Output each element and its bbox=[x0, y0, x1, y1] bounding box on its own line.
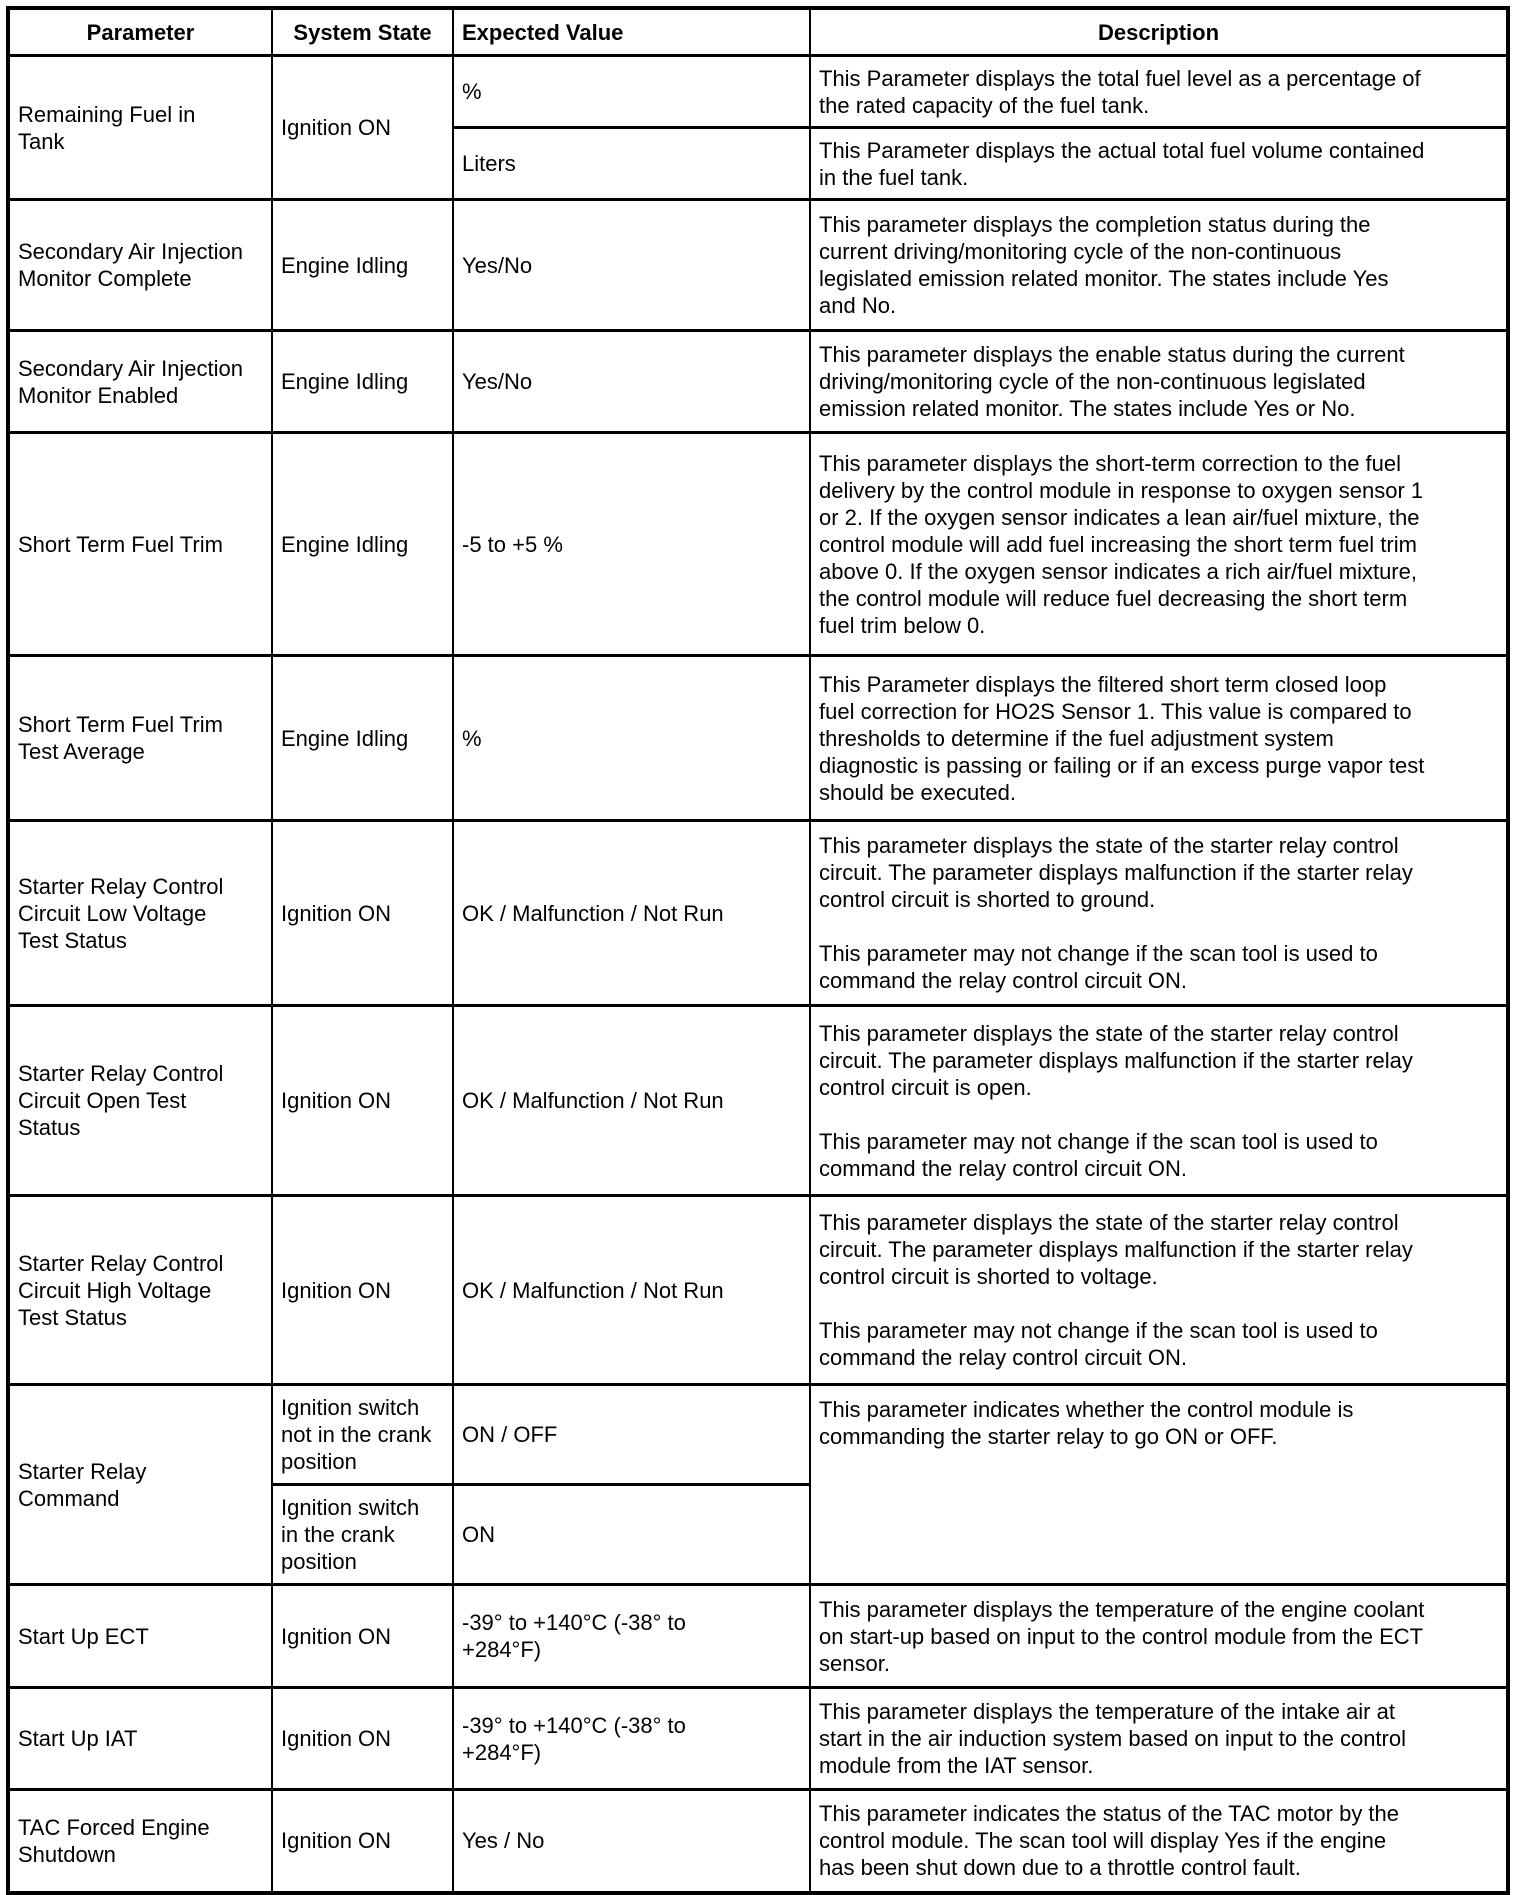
description-paragraph: This parameter may not change if the scan tool is used to command the relay control circuit ON. bbox=[819, 1128, 1378, 1181]
table-row-starter-relay-low-voltage bbox=[8, 821, 1508, 1006]
system-state-cell: Engine Idling bbox=[272, 331, 453, 433]
col-header-expected-value: Expected Value bbox=[453, 8, 810, 56]
expected-value-cell: Yes / No bbox=[453, 1790, 810, 1893]
parameter-cell: Starter Relay Control Circuit Open Test Status bbox=[8, 1006, 272, 1196]
parameter-cell: Remaining Fuel in Tank bbox=[8, 56, 272, 200]
parameter-cell: TAC Forced Engine Shutdown bbox=[8, 1790, 272, 1893]
system-state-cell: Ignition ON bbox=[272, 1006, 453, 1196]
description-paragraph: This parameter displays the state of the starter relay control circuit. The parameter displays malfunction if the starter relay control circuit is shorted to voltage. bbox=[819, 1210, 1413, 1289]
description-paragraph: This parameter may not change if the scan tool is used to command the relay control circuit ON. bbox=[819, 941, 1378, 993]
description-cell: This parameter displays the enable status during the current driving/monitoring cycle of the non-continuous legislated emission related monitor. The states include Yes or No. bbox=[810, 331, 1508, 433]
expected-value-cell: ON bbox=[453, 1485, 810, 1585]
expected-value-cell: Yes/No bbox=[453, 331, 810, 433]
parameter-table bbox=[6, 6, 1510, 1895]
parameter-cell: Starter Relay Control Circuit Low Voltage Test Status bbox=[8, 821, 272, 1006]
description-cell: This parameter displays the temperature of the engine coolant on start-up based on input to the control module from the ECT sensor. bbox=[810, 1585, 1508, 1688]
expected-value-cell: -5 to +5 % bbox=[453, 433, 810, 656]
parameter-cell: Starter Relay Control Circuit High Voltage Test Status bbox=[8, 1196, 272, 1385]
system-state-cell: Ignition ON bbox=[272, 821, 453, 1006]
col-header-parameter: Parameter bbox=[8, 8, 272, 56]
expected-value-cell: % bbox=[453, 56, 810, 128]
description-cell: This parameter displays the short-term correction to the fuel delivery by the control module in response to oxygen sensor 1 or 2. If the oxygen sensor indicates a lean air/fuel mixture, the control module will add fuel increasing the short term fuel trim above 0. If the oxygen sensor indicates a rich air/fuel mixture, the control module will reduce fuel decreasing the short term fuel trim below 0. bbox=[810, 433, 1508, 656]
table-row-start-up-ect bbox=[8, 1585, 1508, 1688]
expected-value-cell: Liters bbox=[453, 128, 810, 200]
description-cell bbox=[810, 1196, 1508, 1385]
description-cell: This parameter indicates whether the control module is commanding the starter relay to go ON or OFF. bbox=[810, 1385, 1508, 1585]
system-state-cell: Engine Idling bbox=[272, 656, 453, 821]
expected-value-cell: -39° to +140°C (-38° to +284°F) bbox=[453, 1688, 810, 1790]
description-cell: This Parameter displays the total fuel level as a percentage of the rated capacity of the fuel tank. bbox=[810, 56, 1508, 128]
table-row-stft-test-average bbox=[8, 656, 1508, 821]
system-state-cell: Engine Idling bbox=[272, 433, 453, 656]
system-state-cell: Ignition switch not in the crank position bbox=[272, 1385, 453, 1485]
col-header-system-state: System State bbox=[272, 8, 453, 56]
table-row-sai-monitor-complete bbox=[8, 200, 1508, 331]
expected-value-cell: Yes/No bbox=[453, 200, 810, 331]
description-paragraph: This parameter displays the state of the starter relay control circuit. The parameter displays malfunction if the starter relay control circuit is open. bbox=[819, 1020, 1413, 1100]
parameter-cell: Starter Relay Command bbox=[8, 1385, 272, 1585]
expected-value-cell: OK / Malfunction / Not Run bbox=[453, 821, 810, 1006]
parameter-cell: Secondary Air Injection Monitor Enabled bbox=[8, 331, 272, 433]
expected-value-cell: % bbox=[453, 656, 810, 821]
expected-value-cell: ON / OFF bbox=[453, 1385, 810, 1485]
parameter-cell: Short Term Fuel Trim Test Average bbox=[8, 656, 272, 821]
parameter-cell: Secondary Air Injection Monitor Complete bbox=[8, 200, 272, 331]
header-row bbox=[8, 8, 1508, 56]
col-header-description: Description bbox=[810, 8, 1508, 56]
table-row-sai-monitor-enabled bbox=[8, 331, 1508, 433]
table-row-starter-relay-open bbox=[8, 1006, 1508, 1196]
table-row-starter-relay-high-voltage bbox=[8, 1196, 1508, 1385]
parameter-cell: Start Up IAT bbox=[8, 1688, 272, 1790]
system-state-cell: Ignition ON bbox=[272, 1196, 453, 1385]
table-row-remaining-fuel-percent bbox=[8, 56, 1508, 128]
expected-value-cell: OK / Malfunction / Not Run bbox=[453, 1196, 810, 1385]
description-cell bbox=[810, 821, 1508, 1006]
system-state-cell: Engine Idling bbox=[272, 200, 453, 331]
system-state-cell: Ignition ON bbox=[272, 56, 453, 200]
system-state-cell: Ignition ON bbox=[272, 1688, 453, 1790]
parameter-cell: Short Term Fuel Trim bbox=[8, 433, 272, 656]
expected-value-cell: -39° to +140°C (-38° to +284°F) bbox=[453, 1585, 810, 1688]
description-paragraph: This parameter displays the state of the starter relay control circuit. The parameter displays malfunction if the starter relay control circuit is shorted to ground. bbox=[819, 833, 1413, 912]
parameter-cell: Start Up ECT bbox=[8, 1585, 272, 1688]
system-state-cell: Ignition ON bbox=[272, 1585, 453, 1688]
description-cell: This Parameter displays the filtered short term closed loop fuel correction for HO2S Sensor 1. This value is compared to thresholds to determine if the fuel adjustment system diagnostic is passing or failing or if an excess purge vapor test should be executed. bbox=[810, 656, 1508, 821]
description-cell: This parameter displays the temperature of the intake air at start in the air induction system based on input to the control module from the IAT sensor. bbox=[810, 1688, 1508, 1790]
table-row-short-term-fuel-trim bbox=[8, 433, 1508, 656]
description-cell bbox=[810, 1006, 1508, 1196]
table-row-starter-relay-command-not-crank bbox=[8, 1385, 1508, 1485]
system-state-cell: Ignition switch in the crank position bbox=[272, 1485, 453, 1585]
description-paragraph: This parameter may not change if the scan tool is used to command the relay control circuit ON. bbox=[819, 1318, 1378, 1370]
table-row-start-up-iat bbox=[8, 1688, 1508, 1790]
system-state-cell: Ignition ON bbox=[272, 1790, 453, 1893]
expected-value-cell: OK / Malfunction / Not Run bbox=[453, 1006, 810, 1196]
description-cell: This parameter displays the completion status during the current driving/monitoring cycle of the non-continuous legislated emission related monitor. The states include Yes and No. bbox=[810, 200, 1508, 331]
table-row-tac-forced-engine-shutdown bbox=[8, 1790, 1508, 1893]
description-cell: This Parameter displays the actual total fuel volume contained in the fuel tank. bbox=[810, 128, 1508, 200]
description-cell: This parameter indicates the status of the TAC motor by the control module. The scan tool will display Yes if the engine has been shut down due to a throttle control fault. bbox=[810, 1790, 1508, 1893]
